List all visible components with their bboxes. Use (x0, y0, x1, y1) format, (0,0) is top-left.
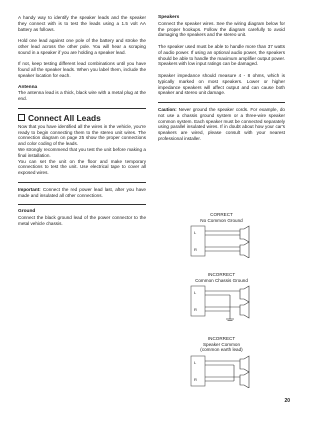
right-speaker-icon (240, 242, 249, 258)
important-label: Important: (18, 186, 41, 192)
caution-label: Caution: (158, 106, 177, 112)
section-title: Connect All Leads (28, 112, 101, 123)
section-divider (18, 108, 146, 109)
left-speaker-icon (240, 226, 249, 242)
important-note (18, 187, 146, 199)
diagram-note: (common earth lead) (200, 347, 243, 353)
right-channel-label: R (193, 307, 197, 313)
right-channel-label: R (193, 376, 197, 382)
caution-divider (158, 102, 285, 103)
diagram-title: INCORRECT (207, 336, 236, 341)
right-column (158, 15, 285, 148)
ground-divider (18, 204, 146, 205)
antenna-paragraph: The antenna lead is a thick, black wire with a metal plug at the end. (18, 90, 146, 102)
diagram-subtitle: Speaker Common (202, 341, 241, 347)
antenna-heading: Antenna (18, 84, 38, 90)
ground-paragraph: Connect the black ground lead of the power connector to the metal vehicle chassis. (18, 214, 146, 226)
speakers-paragraph-1: Connect the speaker wires. See the wiring diagram below for the proper hookups. Follow the diagram carefully to avoid damaging the speakers and the stereo unit. (158, 20, 285, 38)
speakers-paragraph-3: Speaker impedance should measure 4 - 8 ohms, which is typically marked on most speakers. Lower or higher impedance speakers will affect output and can cause both speaker and stereo unit damage. (158, 72, 285, 96)
caution-note (158, 107, 285, 142)
diagram-title: CORRECT (210, 212, 233, 217)
page-number: 20 (284, 398, 290, 404)
speakers-paragraph-2: The speaker used must be able to handle more than 37 watts of audio power. If using an optional audio power, the speakers should be able to handle the maximum amplifier output power. Speakers with low input ratings can be damaged. (158, 43, 285, 67)
wiring-diagram-speaker-common (158, 336, 285, 388)
speaker-wiring-svg (190, 284, 254, 322)
connect-paragraph-1: Now that you have identified all the wires in the vehicle, you're ready to begin connecting them to the stereo unit wires. The connection diagram on page 25 show the proper connections and color coding of the leads. (18, 123, 146, 147)
left-column (18, 15, 146, 232)
connect-all-leads-heading (18, 113, 146, 123)
diagram-subtitle: No Common Ground (200, 217, 243, 223)
caution-text: Never ground the speaker cords. For example, do not use a chassis ground system or a three-wire speaker common system. Each speaker must be connected separately using parallel insulated wires. If in doubt about how your car's speakers are wired, please consult with your nearest professional installer. (158, 106, 285, 141)
ground-heading: Ground (18, 209, 36, 215)
right-speaker-icon (240, 302, 249, 318)
battery-test-paragraph: Hold one lead against one pole of the battery and stroke the other lead across the other pole. You will hear a scraping sound in a speaker if you are holding a speaker lead. (18, 38, 146, 55)
wiring-diagram-correct (158, 212, 285, 258)
important-divider (18, 182, 146, 183)
left-speaker-icon (240, 286, 249, 302)
checkbox-icon (18, 114, 25, 121)
right-speaker-icon (240, 372, 249, 388)
left-channel-label: L (193, 230, 196, 236)
speaker-wiring-svg (190, 354, 254, 388)
left-channel-label: L (193, 359, 196, 365)
left-speaker-icon (240, 356, 249, 372)
wiring-diagram-chassis-ground (158, 272, 285, 322)
intro-paragraph: A handy way to identify the speaker leads and the speaker they connect with is to test the leads using a 1.5 volt AA battery as follows. (18, 15, 146, 32)
right-channel-label: R (193, 247, 197, 253)
connect-paragraph-3: You can set the unit on the floor and make temporary connections to test the unit. Use electrical tape to cover all exposed wires. (18, 158, 146, 176)
speakers-heading: Speakers (158, 15, 180, 20)
diagram-title: INCORRECT (207, 272, 236, 277)
connect-paragraph-2: We strongly recommend that you test the unit before making a final installation. (18, 146, 146, 158)
diagram-subtitle: Common Chassis Ground (195, 277, 248, 283)
lead-combination-paragraph: If not, keep testing different lead combinations until you have found all the speaker leads. When you label them, include the speaker location for each. (18, 61, 146, 78)
left-channel-label: L (193, 290, 196, 296)
speaker-wiring-svg (190, 224, 254, 258)
important-text: Connect the red power lead last, after you have made and insulated all other connections. (18, 186, 146, 198)
